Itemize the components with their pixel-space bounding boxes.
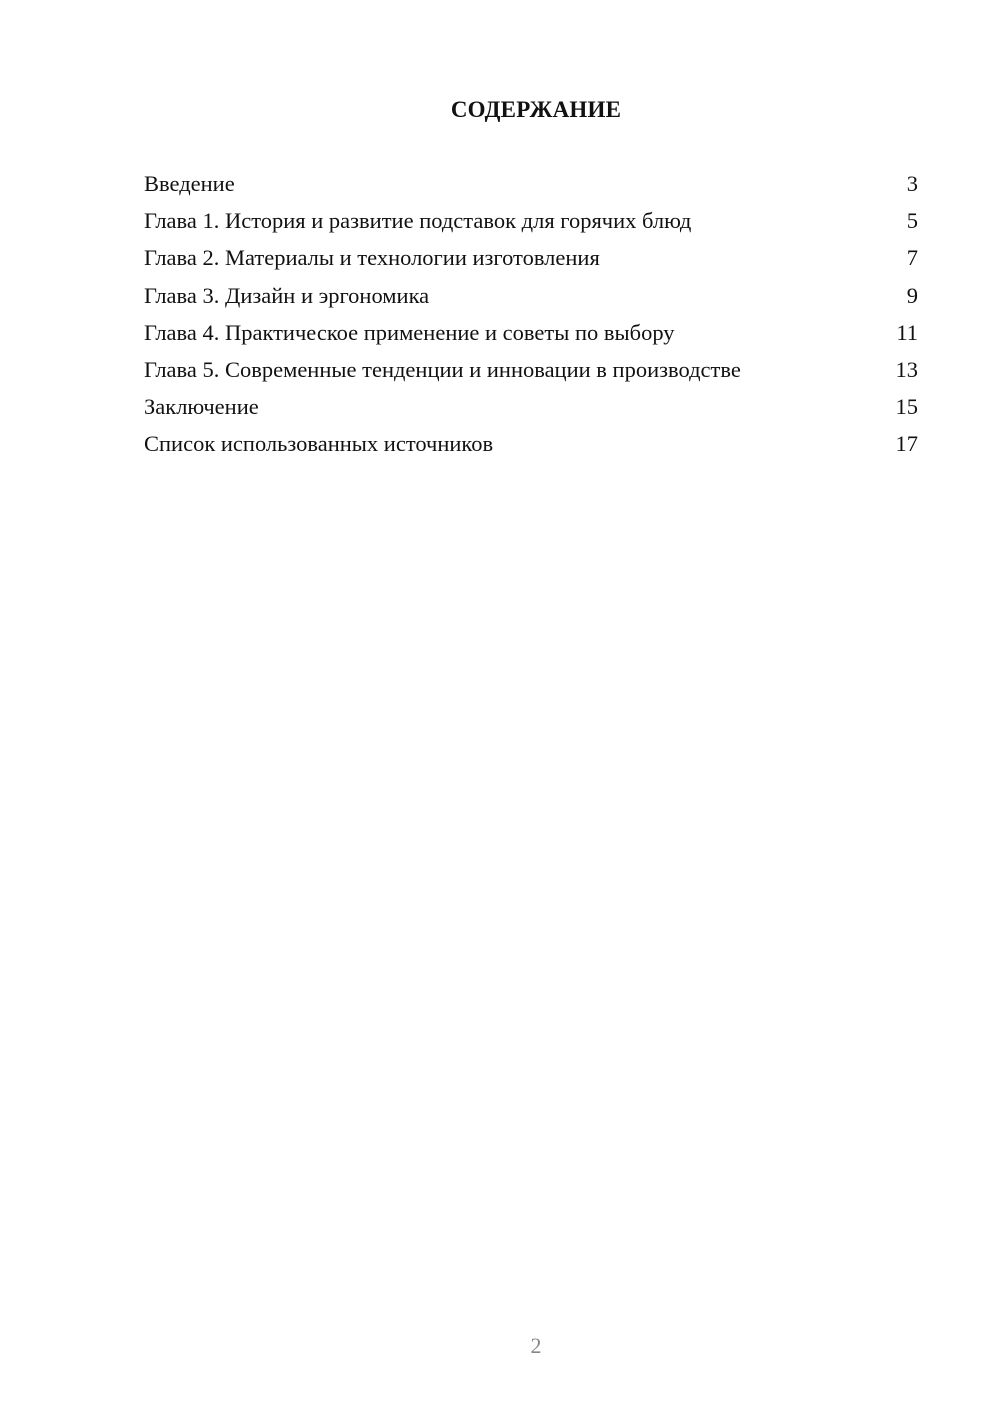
toc-entry-conclusion — [144, 392, 918, 429]
toc-entry-label: Заключение — [144, 394, 259, 420]
toc-entry-page: 5 — [906, 208, 918, 234]
toc-entry-chapter-3 — [144, 281, 918, 318]
toc-entry-chapter-1 — [144, 206, 918, 243]
toc-entry-label: Глава 2. Материалы и технологии изготовления — [144, 245, 600, 271]
toc-entry-label: Список использованных источников — [144, 431, 494, 457]
table-of-contents — [144, 169, 918, 467]
toc-entry-chapter-5 — [144, 355, 918, 392]
page-title: СОДЕРЖАНИЕ — [450, 97, 622, 122]
toc-entry-page: 15 — [895, 394, 918, 420]
page-number: 2 — [530, 1333, 542, 1358]
toc-entry-label: Глава 3. Дизайн и эргономика — [144, 282, 430, 308]
toc-entry-page: 17 — [895, 431, 918, 457]
toc-entry-page: 7 — [906, 245, 918, 271]
toc-entry-references — [144, 429, 918, 466]
toc-entry-chapter-4 — [144, 318, 918, 355]
toc-entry-chapter-2 — [144, 243, 918, 280]
toc-entry-introduction — [144, 169, 918, 206]
toc-entry-label: Введение — [144, 171, 235, 196]
toc-entry-page: 3 — [906, 171, 918, 196]
toc-entry-label: Глава 5. Современные тенденции и инновации в производстве — [144, 356, 741, 382]
toc-entry-label: Глава 1. История и развитие подставок для горячих блюд — [144, 208, 692, 234]
toc-entry-page: 11 — [896, 319, 918, 345]
toc-entry-page: 9 — [906, 282, 918, 308]
toc-entry-label: Глава 4. Практическое применение и советы по выбору — [144, 319, 675, 345]
toc-entry-page: 13 — [895, 356, 918, 382]
